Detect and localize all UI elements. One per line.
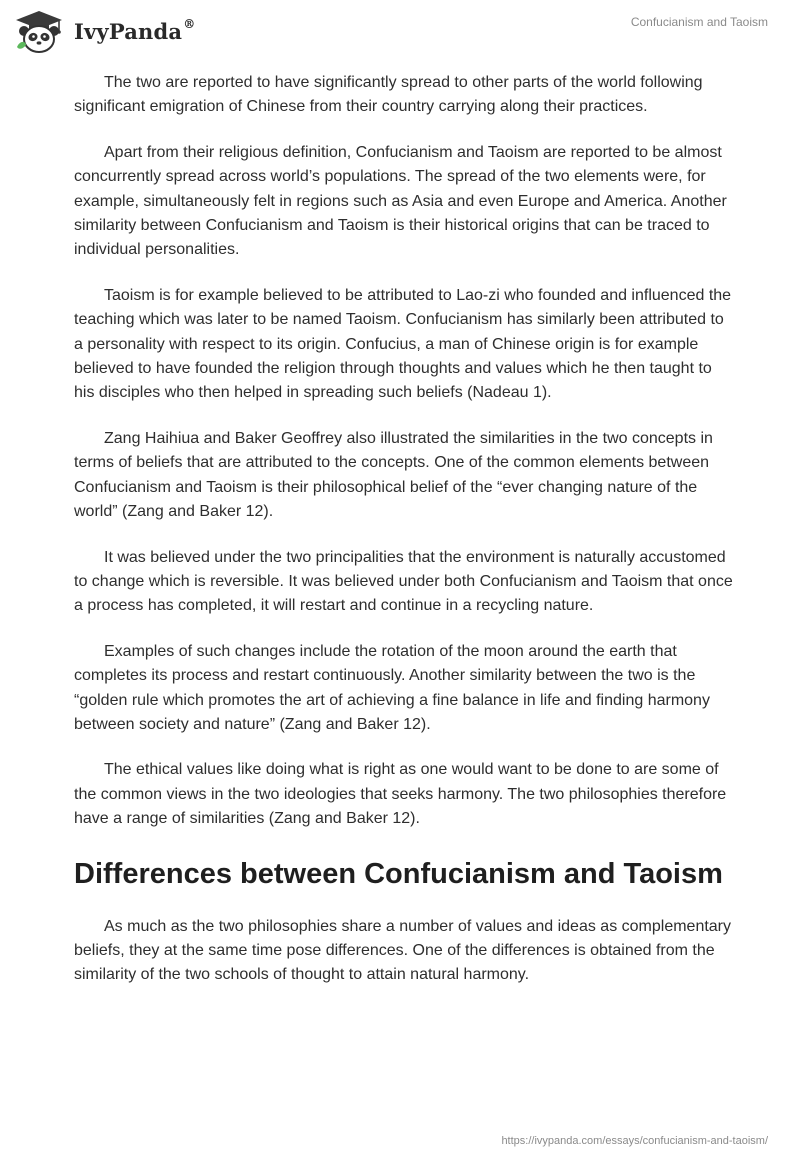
registered-mark: ® <box>183 17 196 31</box>
page-title: Confucianism and Taoism <box>630 15 768 29</box>
essay-content <box>74 71 734 1009</box>
paragraph: Examples of such changes include the rotation of the moon around the earth that completes its process and restart continuously. Another similarity between the two is the “golden rule which promotes the art of achieving a fine balance in life and finding harmony between society and nature” (Zang and Baker 12). <box>74 642 710 733</box>
panda-graduate-icon[interactable] <box>14 9 64 55</box>
page-header <box>0 0 800 66</box>
paragraph: Apart from their religious definition, Confucianism and Taoism are reported to be almost concurrently spread across world’s populations. The spread of the two elements were, for example, simultaneously felt in regions such as Asia and even Europe and America. Another similarity between Confucianism and Taoism is their historical origins that can be traced to individual personalities. <box>74 143 727 259</box>
section-heading: Differences between Confucianism and Taoism <box>74 857 723 890</box>
source-url[interactable]: https://ivypanda.com/essays/confucianism-and-taoism/ <box>501 1135 768 1147</box>
paragraph: The ethical values like doing what is right as one would want to be done to are some of the common views in the two ideologies that seeks harmony. The two philosophies therefore have a range of similarities (Zang and Baker 12). <box>74 761 727 828</box>
brand-name[interactable]: IvyPanda® <box>74 17 196 44</box>
paragraph: The two are reported to have significantly spread to other parts of the world following significant emigration of Chinese from their country carrying along their practices. <box>74 74 703 116</box>
paragraph: Taoism is for example believed to be attributed to Lao-zi who founded and influenced the teaching which was later to be named Taoism. Confucianism has similarly been attributed to a personality with respect to its origin. Confucius, a man of Chinese origin is for example believed to have founded the religion through thoughts and values which he then taught to his disciples who then helped in spreading such beliefs (Nadeau 1). <box>74 286 732 402</box>
paragraph: Zang Haihiua and Baker Geoffrey also illustrated the similarities in the two concepts in terms of beliefs that are attributed to the concepts. One of the common elements between Confucianism and Taoism is their philosophical belief of the “ever changing nature of the world” (Zang and Baker 12). <box>74 429 713 521</box>
paragraph: It was believed under the two principalities that the environment is naturally accustomed to change which is reversible. It was believed under both Confucianism and Taoism that once a process has completed, it will restart and continue in a recycling nature. <box>74 548 733 615</box>
paragraph: As much as the two philosophies share a number of values and ideas as complementary beliefs, they at the same time pose differences. One of the differences is obtained from the similarity of the two schools of thought to attain natural harmony. <box>74 917 732 984</box>
